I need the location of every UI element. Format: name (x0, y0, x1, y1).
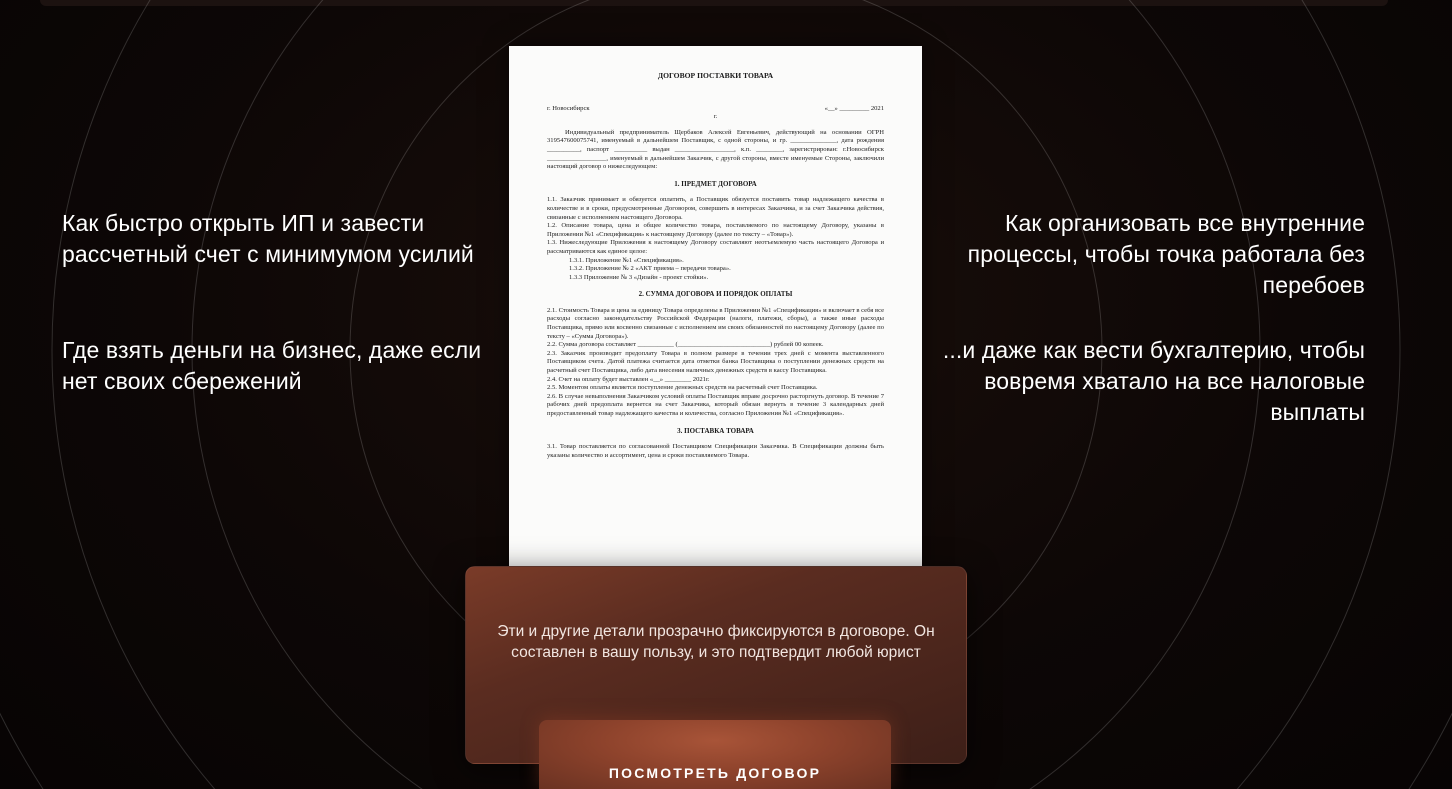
doc-clause: 1.1. Заказчик принимает и обязуется оплатить, а Поставщик обязуется поставить товар надлежащего качества в количестве и в сроки, предусмотренные Договором, совершить в интересах Заказчика, и за счет Заказчика действия, связанные с исполнением настоящего Договора. (547, 196, 884, 221)
contract-document-image (509, 46, 922, 586)
benefit-open-ip: Как быстро открыть ИП и завести рассчетный счет с минимумом усилий (62, 210, 474, 267)
doc-clause: 3.1. Товар поставляется по согласованной Поставщиком Спецификации Заказчика. В Спецификации должны быть указаны количество и ассортимент, цена и сроки поставляемого Товара. (547, 443, 884, 459)
doc-clause: 1.3.3 Приложение № 3 «Дизайн - проект стойки». (569, 273, 709, 281)
doc-title: ДОГОВОР ПОСТАВКИ ТОВАРА (657, 71, 774, 80)
benefit-funding: Где взять деньги на бизнес, даже если нет своих сбережений (62, 337, 482, 394)
doc-city-suffix: г. (713, 113, 718, 121)
benefit-processes: Как организовать все внутренние процессы, чтобы точка работала без перебоев (967, 210, 1365, 298)
doc-clause: 1.3.1. Приложение №1 «Спецификация». (569, 256, 684, 264)
doc-clause: 2.2. Сумма договора составляет ___________ (____________________________) рублей 00 копеек. (547, 341, 824, 349)
doc-section-2-title: 2. СУММА ДОГОВОРА И ПОРЯДОК ОПЛАТЫ (638, 290, 793, 299)
card-description: Эти и другие детали прозрачно фиксируются в договоре. Он составлен в вашу пользу, и это подтвердит любой юрист (497, 623, 935, 661)
doc-clause: 1.3.2. Приложение № 2 «АКТ приема – передачи товара». (569, 265, 731, 273)
doc-preamble: Индивидуальный предприниматель Щербаков Алексей Евгеньевич, действующий на основании ОГРН 319547600075741, именуемый в дальнейшем Поставщик, с одной стороны, и гр. ______________, дата рождения __________, паспорт __________ выдан __________________, к.п. ________, зарегистрирован: г.Новосибирск __________________, именуемый в дальнейшем Заказчик, с другой стороны, вместе именуемые Стороны, заключили настоящий договор о нижеследующем: (547, 128, 884, 171)
doc-clause: 2.3. Заказчик производит предоплату Товара в полном размере в течении трех дней с момента выставленного Поставщиком счета. Датой платежа считается дата отметки банка Поставщика о поступлении денежных средств на расчетный счет Поставщика, либо дата внесения наличных денежных средств в кассу Поставщика. (547, 349, 884, 375)
benefit-accounting: ...и даже как вести бухгалтерию, чтобы вовремя хватало на все налоговые выплаты (942, 337, 1365, 425)
doc-section-1-title: 1. ПРЕДМЕТ ДОГОВОРА (674, 179, 757, 188)
doc-clause: 1.3. Нижеследующие Приложения к настоящему Договору составляют неотъемлемую часть настоящего Договора и рассматриваются как единое целое: (547, 239, 884, 255)
doc-date: «__» _________ 2021 (824, 104, 884, 112)
doc-section-3-title: 3. ПОСТАВКА ТОВАРА (677, 426, 754, 435)
doc-city: г. Новосибирск (547, 104, 590, 112)
doc-clause: 2.5. Моментом оплаты является поступление денежных средств на расчетный счет Поставщика. (547, 384, 818, 392)
doc-clause: 2.6. В случае невыполнения Заказчиком условий оплаты Поставщик вправе досрочно расторгнуть договор. В течение 7 рабочих дней предоплата вернется на счет Заказчика, который обязан вернуть в течение 3 календарных дней предоставленный товар надлежащего качества и количества, согласно Приложения №1 «Спецификация». (547, 392, 884, 417)
doc-clause: 2.4. Счет на оплату будет выставлен «__» ________ 2021г. (547, 375, 710, 383)
doc-clause: 1.2. Описание товара, цена и общее количество товара, поставляемого по настоящему Договору, указаны в Приложении №1 «Спецификация» к настоящему Договору (далее по тексту – «Товар»). (547, 222, 884, 238)
doc-clause: 2.1. Стоимость Товара и цена за единицу Товара определены в Приложении №1 «Спецификация» и включает в себя все расходы согласно законодательству Российской Федерации (налоги, платежи, сборы), а также иные расходы Поставщика, прямо или косвенно связанные с исполнением им своих обязанностей по настоящему Договору (далее по тексту – «Сумма Договора»). (547, 306, 884, 340)
view-contract-button[interactable]: ПОСМОТРЕТЬ ДОГОВОР (539, 720, 891, 789)
